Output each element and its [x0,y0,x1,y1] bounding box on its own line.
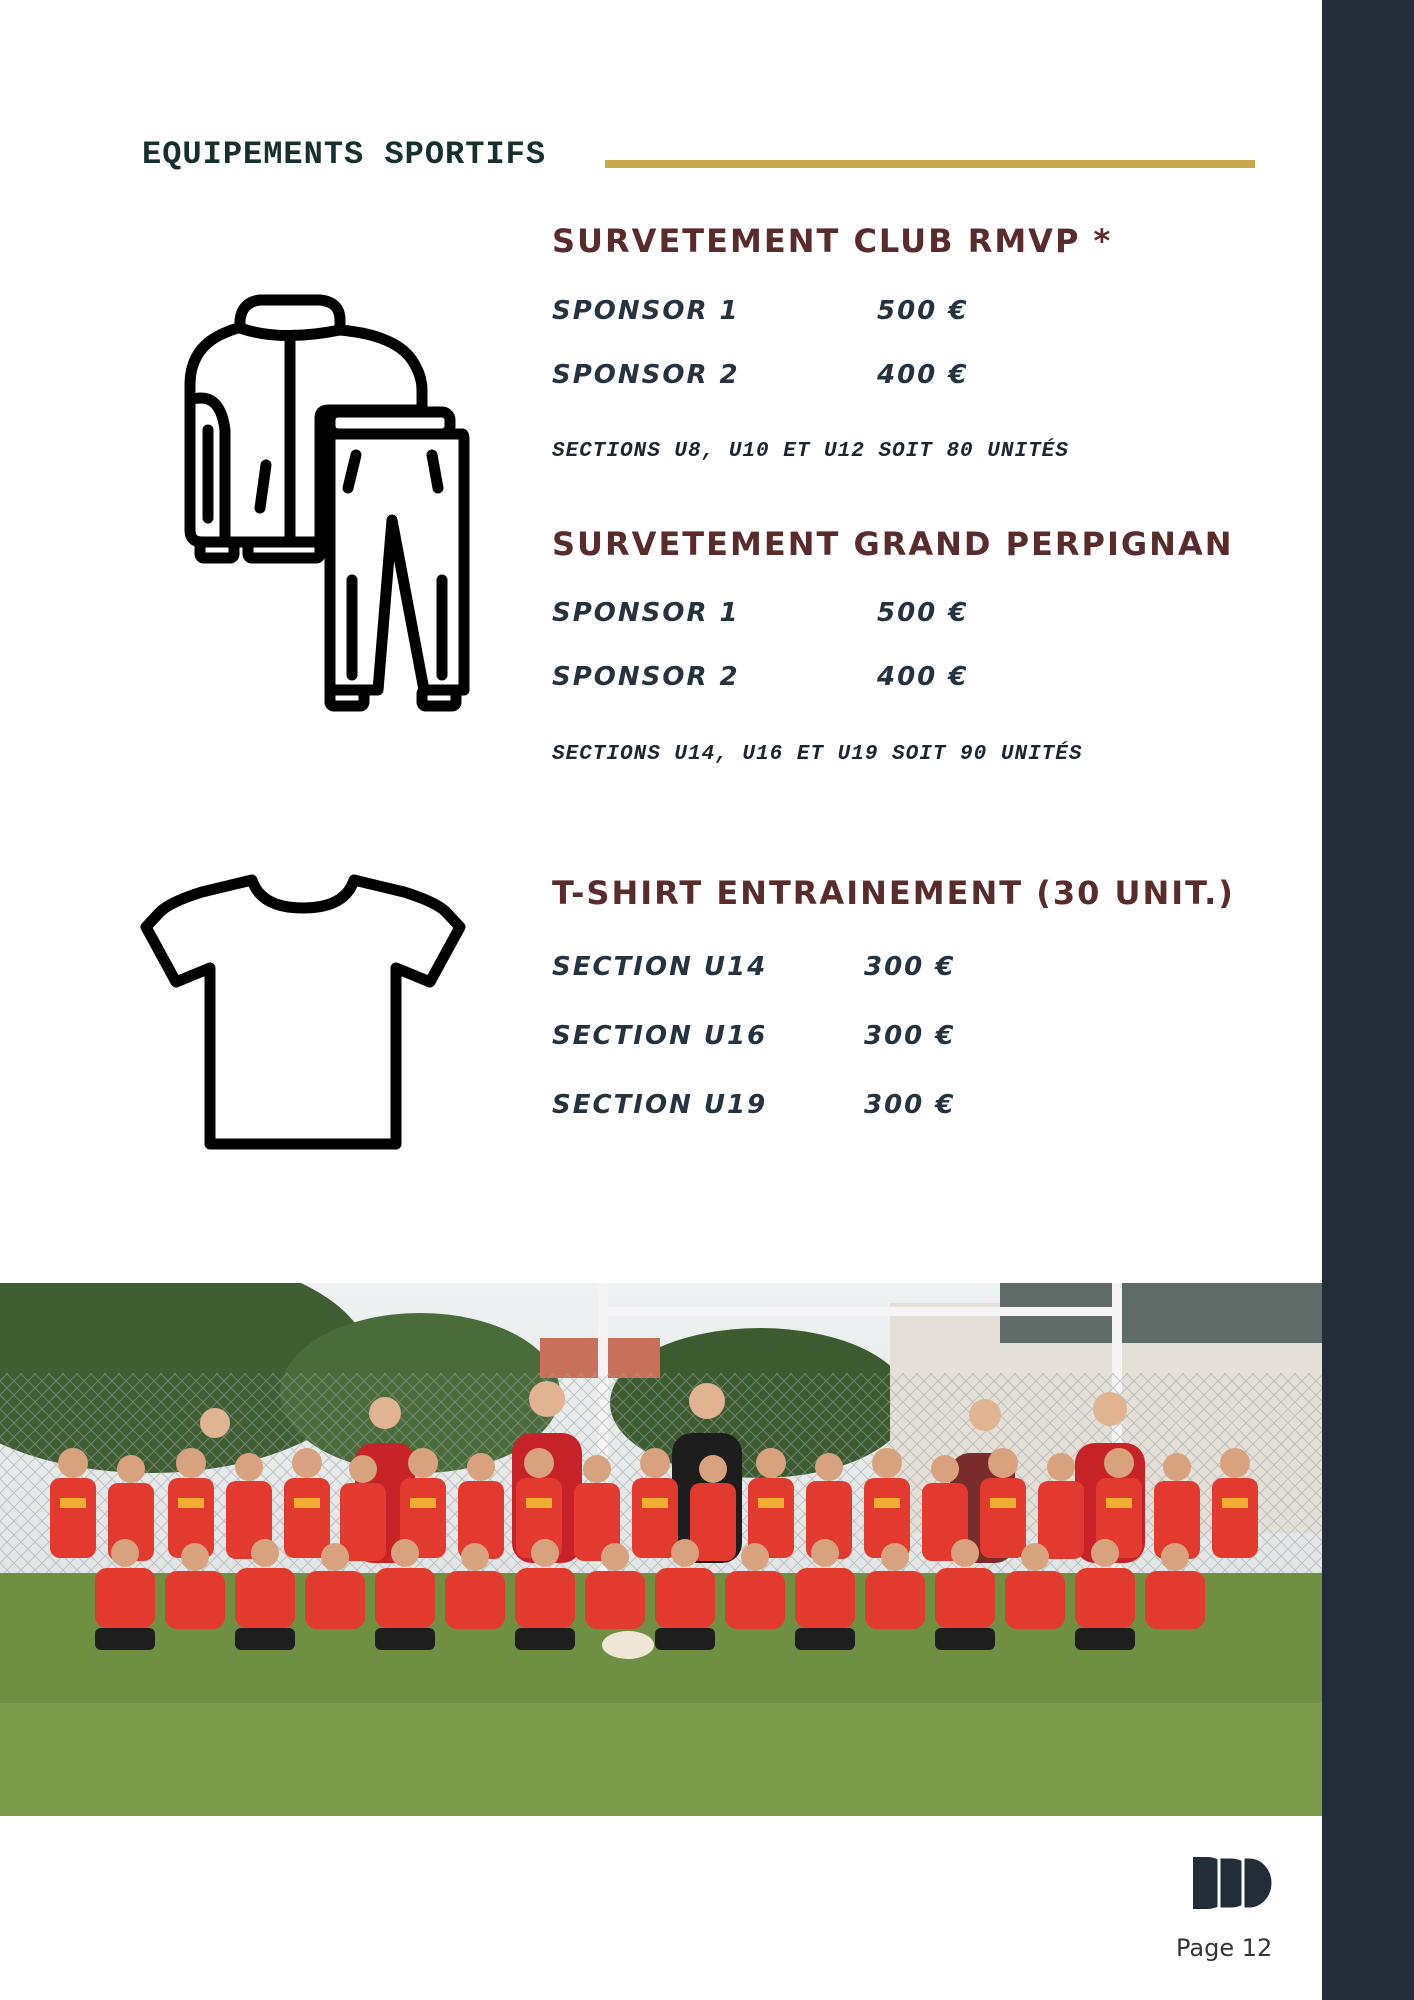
row-label: SPONSOR 1 [552,598,740,628]
title-rule [605,160,1255,168]
row-label: SPONSOR 2 [552,360,740,390]
tracksuit-icon [180,290,470,722]
product-heading-2: SURVETEMENT GRAND PERPIGNAN [552,525,1234,563]
row-price: 500 € [877,296,969,326]
product-heading-3: T-SHIRT ENTRAINEMENT (30 UNIT.) [552,874,1235,912]
tshirt-icon [140,872,466,1154]
product-note-1: SECTIONS U8, U10 ET U12 SOIT 80 UNITÉS [552,440,1069,463]
section-title: EQUIPEMENTS SPORTIFS [142,136,547,173]
row-label: SECTION U16 [552,1021,768,1051]
row-price: 400 € [877,360,969,390]
page-number: Page 12 [1176,1934,1273,1962]
row-label: SECTION U14 [552,952,768,982]
row-label: SECTION U19 [552,1090,768,1120]
product-heading-1: SURVETEMENT CLUB RMVP * [552,222,1113,260]
row-price: 300 € [864,1021,956,1051]
row-price: 500 € [877,598,969,628]
product-note-2: SECTIONS U14, U16 ET U19 SOIT 90 UNITÉS [552,743,1083,766]
row-label: SPONSOR 1 [552,296,740,326]
row-price: 300 € [864,952,956,982]
row-price: 400 € [877,662,969,692]
row-label: SPONSOR 2 [552,662,740,692]
row-price: 300 € [864,1090,956,1120]
triple-arrow-icon[interactable] [1193,1855,1273,1911]
team-photo [0,1283,1322,1816]
sidebar-band [1322,0,1414,2000]
